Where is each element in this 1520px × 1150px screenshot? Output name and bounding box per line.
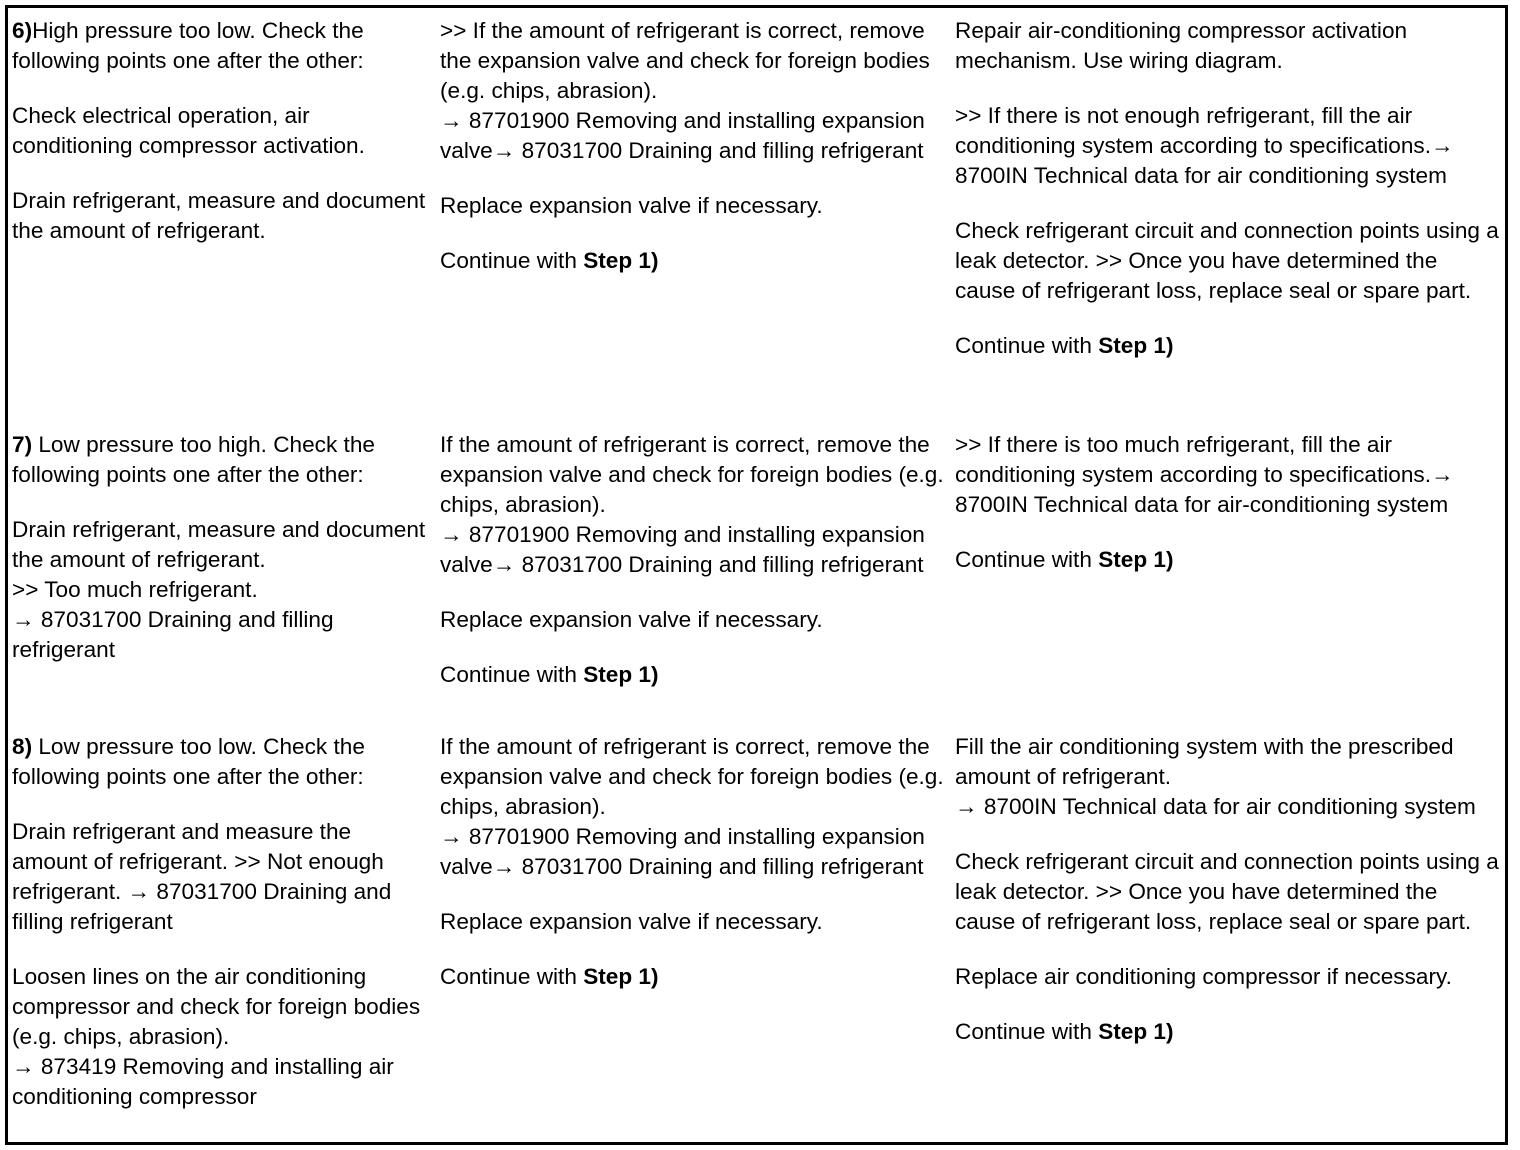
continue-instruction (440, 660, 947, 690)
continue-instruction (955, 1017, 1501, 1047)
step-6-condition-cell (8, 8, 436, 422)
step-8-action-paragraph: If the amount of refrigerant is correct, remove the expansion valve and check for foreign bodies (e.g. chips, abrasion). → 87701900 Removing and installing expansion valve→ 87031700 Draining and filling refrigerant (440, 734, 944, 879)
step-7-action-paragraph: If the amount of refrigerant is correct, remove the expansion valve and check for foreign bodies (e.g. chips, abrasion). → 87701900 Removing and installing expansion valve→ 87031700 Draining and filling refrigerant (440, 432, 944, 577)
continue-step-ref: Step 1) (1098, 547, 1174, 572)
step-6-action-paragraph: Replace expansion valve if necessary. (440, 193, 823, 218)
step-6-remedy-paragraph: Check refrigerant circuit and connection points using a leak detector. >> Once you have determined the cause of refrigerant loss, replace seal or spare part. (955, 218, 1499, 303)
step-7-action-paragraph: Replace expansion valve if necessary. (440, 607, 823, 632)
continue-prefix: Continue with (440, 248, 584, 273)
table-row-step-7 (8, 422, 1505, 724)
table-row-step-6 (8, 8, 1505, 422)
continue-prefix: Continue with (955, 1019, 1099, 1044)
continue-prefix: Continue with (955, 547, 1099, 572)
step-6-action-cell (436, 8, 951, 422)
step-8-check-paragraph: Drain refrigerant and measure the amount of refrigerant. >> Not enough refrigerant. → 87031700 Draining and filling refrigerant (12, 819, 392, 934)
step-8-title: Low pressure too low. Check the following points one after the other: (12, 734, 365, 789)
step-8-action-paragraph: Replace expansion valve if necessary. (440, 909, 823, 934)
step-6-number: 6) (12, 18, 33, 43)
step-7-remedy-paragraph: >> If there is too much refrigerant, fill the air conditioning system according to specifications.→ 8700IN Technical data for air-conditioning system (955, 432, 1454, 517)
step-6-action-paragraph: >> If the amount of refrigerant is correct, remove the expansion valve and check for foreign bodies (e.g. chips, abrasion). → 87701900 Removing and installing expansion valve→ 87031700 Draining and filling refrigerant (440, 18, 930, 163)
continue-instruction (440, 246, 947, 276)
step-7-title: Low pressure too high. Check the following points one after the other: (12, 432, 375, 487)
step-7-remedy-cell (951, 422, 1505, 724)
troubleshooting-table (8, 8, 1505, 1128)
continue-step-ref: Step 1) (583, 248, 659, 273)
step-7-check-paragraph: Drain refrigerant, measure and document the amount of refrigerant. >> Too much refrigerant. → 87031700 Draining and filling refrigerant (12, 517, 426, 662)
step-6-heading (12, 16, 432, 76)
continue-step-ref: Step 1) (583, 964, 659, 989)
table-row-step-8 (8, 724, 1505, 1128)
continue-prefix: Continue with (440, 964, 584, 989)
step-6-remedy-paragraph: >> If there is not enough refrigerant, fill the air conditioning system according to specifications.→ 8700IN Technical data for air conditioning system (955, 103, 1454, 188)
step-6-check-paragraph: Check electrical operation, air conditioning compressor activation. (12, 103, 365, 158)
continue-step-ref: Step 1) (583, 662, 659, 687)
continue-prefix: Continue with (440, 662, 584, 687)
step-8-check-paragraph: Loosen lines on the air conditioning compressor and check for foreign bodies (e.g. chips, abrasion). → 873419 Removing and installing air conditioning compressor (12, 964, 421, 1109)
continue-instruction (955, 545, 1501, 575)
continue-step-ref: Step 1) (1098, 333, 1174, 358)
step-8-number: 8) (12, 734, 33, 759)
step-8-action-cell (436, 724, 951, 1128)
step-8-remedy-paragraph: Replace air conditioning compressor if necessary. (955, 964, 1452, 989)
step-6-remedy-cell (951, 8, 1505, 422)
step-7-heading (12, 430, 432, 490)
continue-prefix: Continue with (955, 333, 1099, 358)
step-6-check-paragraph: Drain refrigerant, measure and document the amount of refrigerant. (12, 188, 426, 243)
step-8-condition-cell (8, 724, 436, 1128)
continue-instruction (955, 331, 1501, 361)
step-8-remedy-paragraph: Check refrigerant circuit and connection points using a leak detector. >> Once you have determined the cause of refrigerant loss, replace seal or spare part. (955, 849, 1499, 934)
step-7-action-cell (436, 422, 951, 724)
step-8-heading (12, 732, 432, 792)
step-7-condition-cell (8, 422, 436, 724)
step-8-remedy-cell (951, 724, 1505, 1128)
step-6-remedy-paragraph: Repair air-conditioning compressor activation mechanism. Use wiring diagram. (955, 18, 1408, 73)
troubleshooting-table-frame (5, 5, 1508, 1145)
step-6-title: High pressure too low. Check the following points one after the other: (12, 18, 364, 73)
step-8-remedy-paragraph: Fill the air conditioning system with the prescribed amount of refrigerant. → 8700IN Technical data for air conditioning system (955, 734, 1476, 819)
step-7-number: 7) (12, 432, 33, 457)
continue-instruction (440, 962, 947, 992)
continue-step-ref: Step 1) (1098, 1019, 1174, 1044)
